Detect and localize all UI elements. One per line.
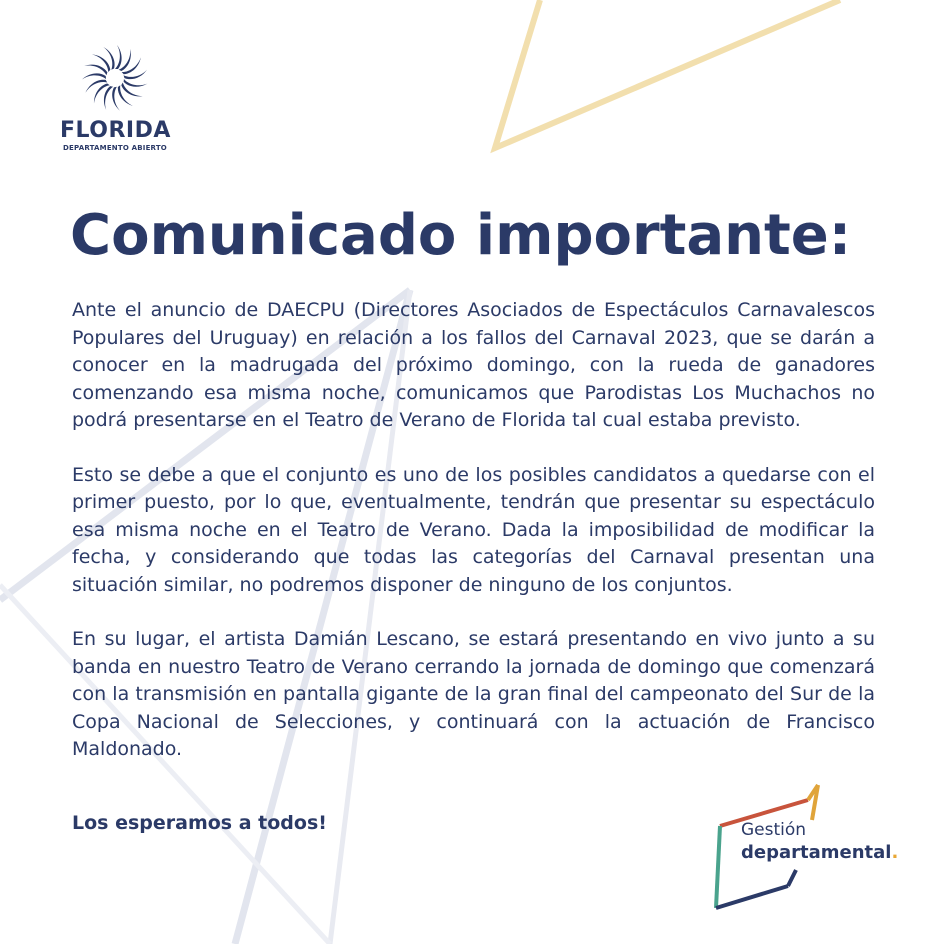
gestion-departamental-logo	[708, 780, 918, 915]
closing-line: Los esperamos a todos!	[72, 812, 327, 834]
gestion-label: Gestión	[741, 820, 807, 840]
announcement-body	[72, 297, 875, 791]
logo-subtitle: DEPARTAMENTO ABIERTO	[63, 144, 167, 152]
page-title: Comunicado importante:	[70, 203, 852, 268]
yellow-triangle-decoration	[495, 0, 840, 148]
sun-spiral-icon	[79, 42, 151, 114]
departamental-label	[741, 842, 898, 863]
paragraph-1: Ante el anuncio de DAECPU (Directores Asociados de Espectáculos Carnavalescos Populares del Uruguay) en relación a los fallos del Carnaval 2023, que se darán a conocer en la madrugada del próximo domingo, con la rueda de ganadores comenzando esa misma noche, comunicamos que Parodistas Los Muchachos no podrá presentarse en el Teatro de Verano de Florida tal cual estaba previsto.	[72, 299, 875, 431]
paragraph-2: Esto se debe a que el conjunto es uno de los posibles candidatos a quedarse con el primer puesto, por lo que, eventualmente, tendrán que presentar su espectáculo esa misma noche en el Teatro de Verano. Dada la imposibilidad de modificar la fecha, y considerando que todas las categorías del Carnaval presentan una situación similar, no podremos disponer de ninguno de los conjuntos.	[72, 463, 875, 596]
paragraph-3: En su lugar, el artista Damián Lescano, se estará presentando en vivo junto a su banda en nuestro Teatro de Verano cerrando la jornada de domingo que comenzará con la transmisión en pantalla gigante de la gran final del campeonato del Sur de la Copa Nacional de Selecciones, y continuará con la actuación de Francisco Maldonado.	[72, 628, 875, 760]
logo-name: FLORIDA	[60, 118, 171, 143]
florida-logo	[60, 42, 170, 152]
departamental-text: departamental	[741, 842, 892, 863]
orange-dot: .	[891, 842, 899, 863]
